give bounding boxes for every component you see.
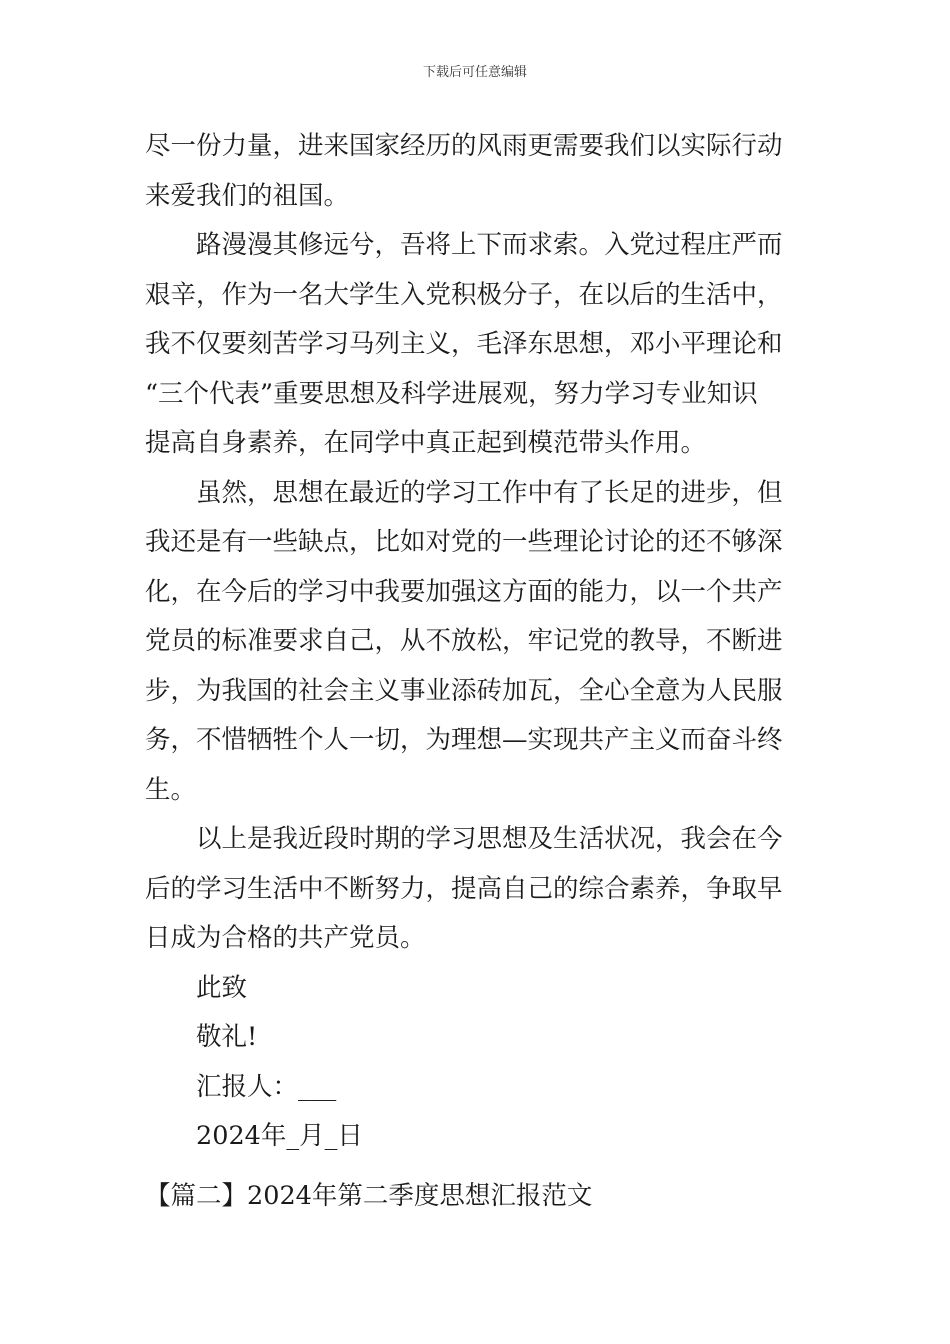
paragraph-4 [145, 815, 807, 964]
document-body [145, 122, 807, 1162]
text-line: 我还是有一些缺点，比如对党的一些理论讨论的还不够深 [145, 527, 783, 557]
text-line: 化，在今后的学习中我要加强这方面的能力，以一个共产 [145, 576, 783, 607]
text-line: 提高自身素养，在同学中真正起到模范带头作用。 [145, 428, 707, 458]
text-line: 日成为合格的共产党员。 [145, 923, 426, 953]
text-line: 来爱我们的祖国。 [145, 180, 350, 211]
closing-reporter: 汇报人：___ [196, 1071, 337, 1102]
closing-date: 2024年_月_日 [196, 1121, 363, 1151]
text-line: 务，不惜牺牲个人一切，为理想—实现共产主义而奋斗终 [145, 725, 783, 755]
paragraph-1 [145, 122, 807, 221]
text-line: 尽一份力量，进来国家经历的风雨更需要我们以实际行动 [145, 131, 783, 161]
text-line: “三个代表”重要思想及科学进展观，努力学习专业知识 [145, 378, 758, 409]
text-line: 后的学习生活中不断努力，提高自己的综合素养，争取早 [145, 873, 783, 904]
closing-salutation: 此致 [196, 972, 248, 1003]
text-line: 路漫漫其修远兮，吾将上下而求索。入党过程庄严而 [196, 230, 783, 260]
text-line: 我不仅要刻苦学习马列主义，毛泽东思想，邓小平理论和 [145, 329, 783, 359]
text-line: 以上是我近段时期的学习思想及生活状况，我会在今 [196, 824, 783, 854]
paragraph-3 [145, 469, 807, 816]
closing-regards: 敬礼! [196, 1022, 258, 1052]
text-line: 步，为我国的社会主义事业添砖加瓦，全心全意为人民服 [145, 675, 783, 706]
text-line: 艰辛，作为一名大学生入党积极分子，在以后的生活中， [145, 279, 783, 310]
text-line: 虽然，思想在最近的学习工作中有了长足的进步，但 [196, 477, 783, 508]
page-header-note: 下载后可任意编辑 [422, 65, 527, 80]
text-line: 党员的标准要求自己，从不放松，牢记党的教导，不断进 [145, 626, 783, 656]
next-section-title: 【篇二】2024年第二季度思想汇报范文 [145, 1181, 593, 1211]
paragraph-2 [145, 221, 807, 469]
text-line: 生。 [145, 774, 197, 805]
